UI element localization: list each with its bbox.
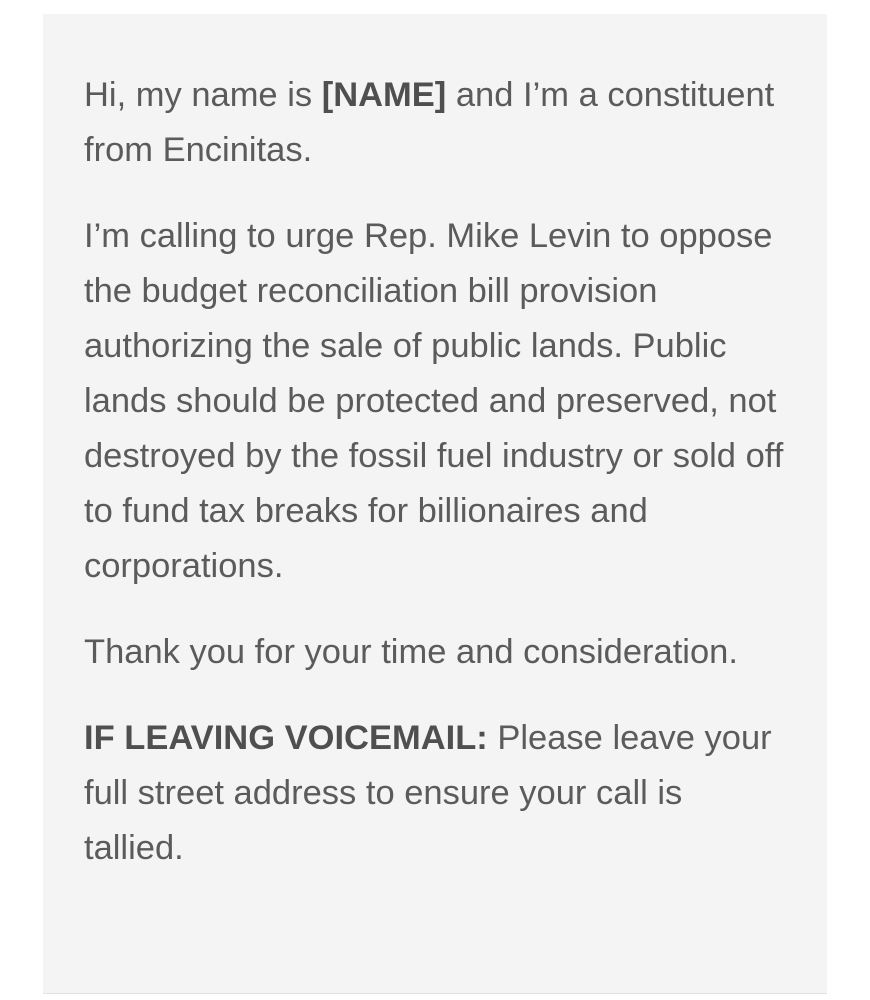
request-paragraph: I’m calling to urge Rep. Mike Levin to oppose the budget reconciliation bill provision authorizing the sale of public lands. Public lands should be protected and preserved, not destroyed by the fossil fuel industry or sold off to fund tax breaks for billionaires and corporations.	[84, 217, 784, 585]
intro-text-start: Hi, my name is	[84, 76, 322, 114]
intro-text-end: and I’m a constituent from Encinitas.	[84, 76, 775, 169]
closing-paragraph: Thank you for your time and consideration.	[84, 633, 738, 671]
voicemail-paragraph	[84, 711, 787, 876]
call-script-card	[43, 14, 827, 994]
intro-paragraph	[84, 68, 787, 178]
name-placeholder: [NAME]	[321, 76, 447, 114]
voicemail-label: IF LEAVING VOICEMAIL:	[84, 719, 488, 757]
voicemail-instructions: Please leave your full street address to ensure your call is tallied.	[84, 719, 772, 867]
